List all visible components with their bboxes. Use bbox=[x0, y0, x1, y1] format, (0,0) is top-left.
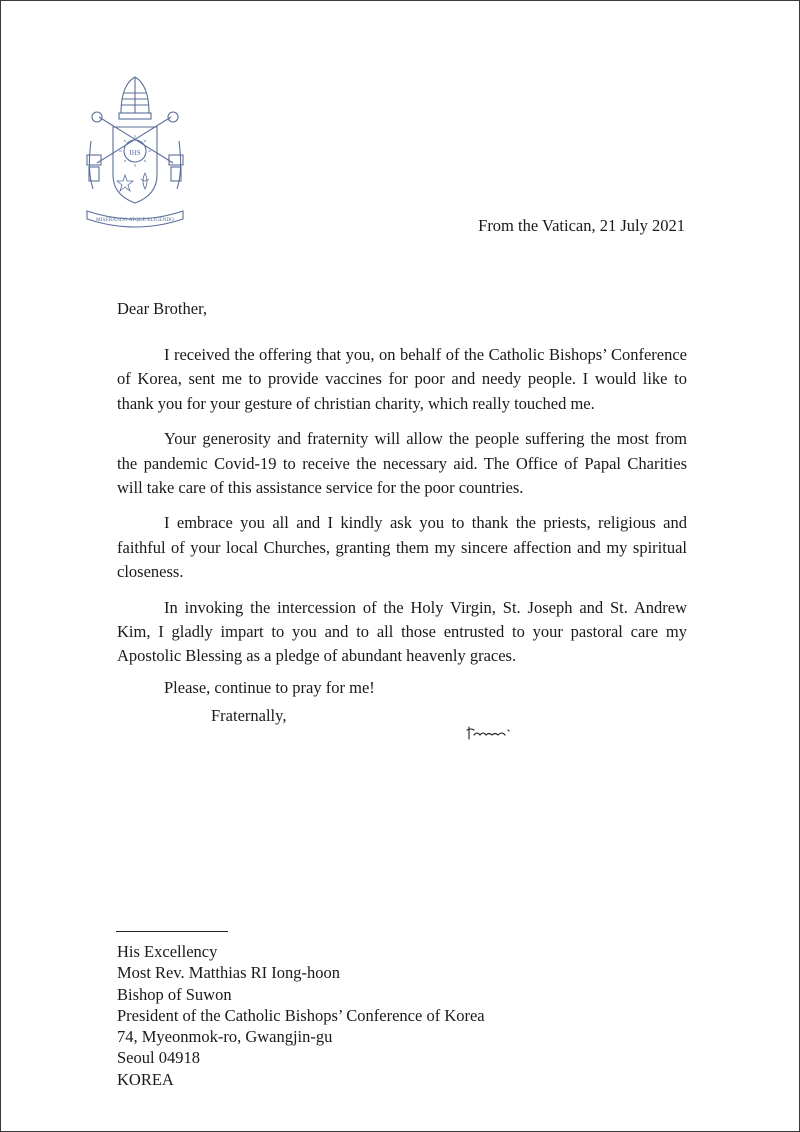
seal-monogram: IHS bbox=[129, 149, 141, 157]
addressee-line: 74, Myeonmok-ro, Gwangjin-gu bbox=[117, 1027, 333, 1047]
footnote-rule bbox=[116, 931, 228, 932]
addressee-line: Bishop of Suwon bbox=[117, 984, 232, 1004]
addressee-line: President of the Catholic Bishops’ Conference of Korea bbox=[117, 1005, 485, 1025]
addressee-block bbox=[117, 941, 485, 1090]
addressee-line: KOREA bbox=[117, 1069, 174, 1089]
addressee-line: Most Rev. Matthias RI Iong-hoon bbox=[117, 963, 341, 983]
body-paragraph: I received the offering that you, on behalf of the Catholic Bishops’ Conference of Korea, sent me to provide vaccines for poor and needy people. I would like to thank you for your gesture of christian charity, which really touched me. bbox=[117, 345, 687, 413]
addressee-line: Seoul 04918 bbox=[117, 1048, 200, 1068]
salutation: Dear Brother, bbox=[117, 299, 208, 318]
handwritten-signature bbox=[465, 721, 515, 743]
body-paragraph: In invoking the intercession of the Holy Virgin, St. Joseph and St. Andrew Kim, I gladly impart to you and to all those entrusted to your pastoral care my Apostolic Blessing as a pledge of abundant heavenly graces. bbox=[117, 597, 687, 666]
closing-request: Please, continue to pray for me! bbox=[164, 678, 375, 697]
letter-body bbox=[117, 343, 687, 680]
papal-coat-of-arms bbox=[79, 71, 191, 231]
dateline: From the Vatican, 21 July 2021 bbox=[478, 216, 685, 235]
body-paragraph: Your generosity and fraternity will allow the people suffering the most from the pandemic Covid-19 to receive the necessary aid. The Office of Papal Charities will take care of this assistance service for the poor countries. bbox=[117, 429, 687, 498]
valediction: Fraternally, bbox=[211, 706, 287, 725]
coat-motto: MISERANDO ATQUE ELIGENDO bbox=[96, 217, 174, 223]
body-paragraph: I embrace you all and I kindly ask you to thank the priests, religious and faithful of your local Churches, granting them my sincere affection and my spiritual closeness. bbox=[117, 513, 687, 582]
addressee-line: His Excellency bbox=[117, 942, 218, 961]
